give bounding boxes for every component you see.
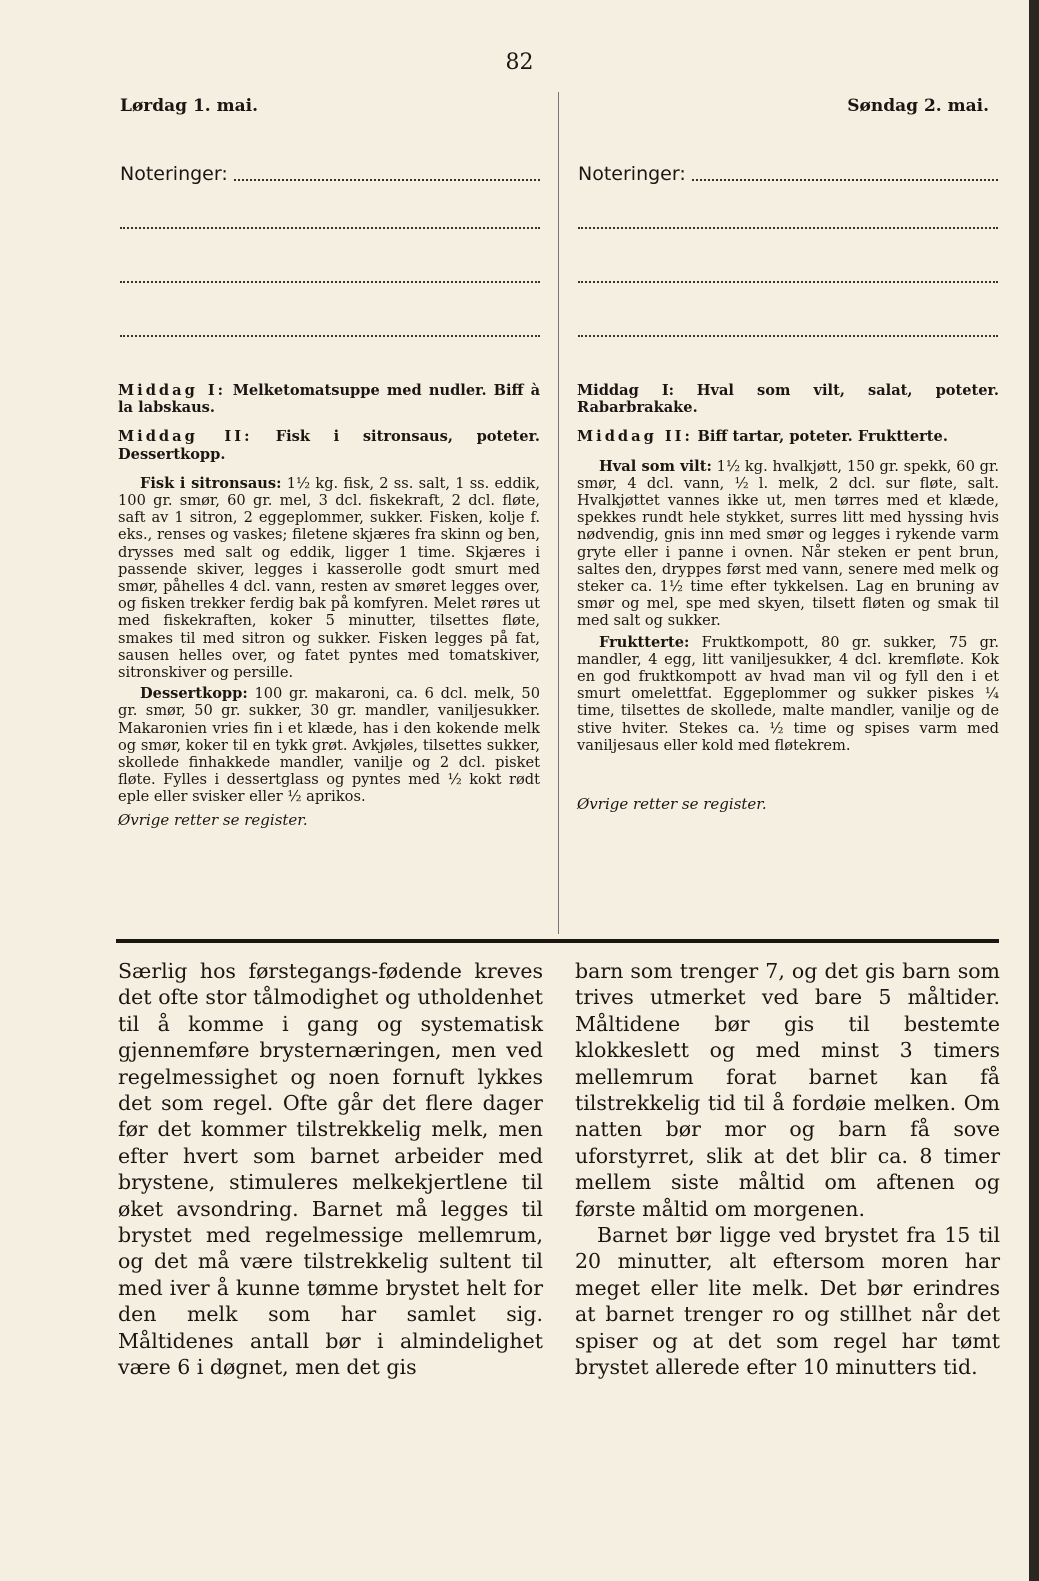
left-notes	[120, 163, 540, 337]
middag-2-label: Middag II:	[577, 428, 693, 446]
right-day-title: Søndag 2. mai.	[847, 96, 989, 116]
body-paragraph: Særlig hos førstegangs-fødende kreves det ofte stor tålmodighet og utholdenhet til å komme i gang og systematisk gjennemføre brysternæringen, men ved regelmessighet og noen fornuft lykkes det som regel. Ofte går det flere dager før det kommer tilstrekkelig melk, men efter hvert som barnet arbeider med brystene, stimuleres melkekjertlene til øket avsondring. Barnet må legges til brystet med regelmessige mellemrum, og det må være tilstrekkelig sultent til med iver å kunne tømme brystet helt for den melk som har samlet sig. Måltidenes antall bør i almindelighet være 6 i døgnet, men det gis	[118, 959, 543, 1380]
recipe-1	[577, 458, 999, 630]
section-rule	[116, 939, 999, 943]
recipe-2-text: Fruktkompott, 80 gr. sukker, 75 gr. mandler, 4 egg, litt vaniljesukker, 4 dcl. kremfløte. Kok en god fruktkompott av hvad man vil og fyll den i et smurt omelettfat. Eggeplommer og sukker piskes ¼ time, tilsettes de skollede, malte mandler, vanilje og de stive hviter. Stekes ca. ½ time og spises varm med vaniljesaus eller kold med fløtekrem.	[577, 633, 1000, 754]
middag-1-label: Middag I:	[577, 382, 675, 399]
left-notes-label: Noteringer:	[120, 163, 228, 185]
body-paragraph: barn som trenger 7, og det gis barn som trives utmerket ved bare 5 måltider. Måltidene bør gis til bestemte klokkeslett og med minst 3 timers mellemrum forat barnet kan få tilstrekkelig tid til å fordøie melken. Om natten bør mor og barn få sove uforstyrret, slik at det blir ca. 8 timer mellem siste måltid om aftenen og første måltid om morgenen.	[575, 959, 1000, 1221]
recipe-1	[118, 475, 540, 681]
middag-2	[118, 428, 540, 462]
recipe-1-text: 1½ kg. fisk, 2 ss. salt, 1 ss. eddik, 100 gr. smør, 60 gr. mel, 3 dcl. fiskekraft, 2 dcl. fløte, saft av 1 sitron, 2 eggeplommer, sukker. Fisken, kolje f. eks., renses og vaskes; filetene skjæres fra skinn og ben, drysses med salt og eddik, ligger 1 time. Skjæres i passende skiver, legges i kasserolle godt smurt med smør, påhelles 4 dcl. vann, resten av smøret legges over, og fisken trekker ferdig bak på komfyren. Melet røres ut med fiskekraften, koker 5 minutter, tilsettes fløte, smakes til med sitron og sukker. Fisken legges på fat, sausen helles over, og fatet pyntes med tomatskiver, sitronskiver og persille.	[118, 474, 540, 682]
notes-dotted-line	[120, 281, 540, 283]
notes-dotted-line	[578, 335, 998, 337]
notes-dotted-line	[692, 179, 998, 181]
middag-1-text: Hval som vilt, salat, poteter. Rabarbrakake.	[577, 382, 999, 417]
right-notes	[578, 163, 998, 337]
notes-dotted-line	[578, 227, 998, 229]
notes-dotted-line	[578, 281, 998, 283]
recipe-1-title: Fisk i sitronsaus:	[140, 474, 282, 492]
middag-1-text: Melketomatsuppe med nudler. Biff à la labskaus.	[118, 382, 541, 417]
middag-2	[577, 428, 999, 445]
right-notes-label: Noteringer:	[578, 163, 686, 185]
page-number: 82	[505, 50, 534, 75]
middag-2-label: Middag II:	[118, 428, 253, 446]
middag-1	[118, 382, 540, 416]
register-note: Øvrige retter se register.	[118, 810, 308, 829]
right-recipe-column	[577, 382, 999, 817]
recipe-2-title: Fruktterte:	[599, 633, 690, 651]
recipe-2	[118, 685, 540, 805]
left-day-title: Lørdag 1. mai.	[120, 96, 259, 116]
middag-2-text: Fisk i sitronsaus, poteter. Dessertkopp.	[118, 428, 541, 463]
register-note: Øvrige retter se register.	[577, 795, 767, 814]
middag-1-label: Middag I:	[118, 382, 227, 399]
left-recipe-column	[118, 382, 540, 833]
notes-dotted-line	[234, 179, 540, 181]
bottom-right-text	[575, 958, 1000, 1381]
recipe-2-text: 100 gr. makaroni, ca. 6 dcl. melk, 50 gr. smør, 50 gr. sukker, 30 gr. mandler, vaniljesukker. Makaronien vries fin i et klæde, has i den kokende melk og smør, koker til en tykk grøt. Avkjøles, tilsettes sukker, skollede finhakkede mandler, vanilje og 2 dcl. pisket fløte. Fylles i dessertglass og pyntes med ½ kokt rødt eple eller svisker eller ½ aprikos.	[118, 685, 541, 806]
recipe-1-text: 1½ kg. hvalkjøtt, 150 gr. spekk, 60 gr. smør, 4 dcl. vann, ½ l. melk, 2 dcl. sur fløte, salt. Hvalkjøttet vannes ikke ut, men tørres med et klæde, spekkes rundt hele stykket, surres litt med hyssing hvis nødvendig, gnis inn med smør og legges i rykende varm gryte eller i panne i ovnen. Når steken er pent brun, saltes den, dryppes først med vann, senere med melk og steker ca. 1½ time efter tykkelsen. Lag en bruning av smør og mel, spe med skyen, tilsett fløten og smak til med salt og sukker.	[577, 457, 1000, 630]
bottom-left-text	[118, 958, 543, 1381]
middag-2-text: Biff tartar, poteter. Fruktterte.	[697, 428, 948, 446]
body-paragraph: Barnet bør ligge ved brystet fra 15 til 20 minutter, alt eftersom moren har meget eller lite melk. Det bør erindres at barnet trenger ro og stillhet når det spiser og at det som regel har tømt brystet allerede efter 10 minutters tid.	[575, 1223, 1000, 1380]
column-divider	[558, 92, 559, 934]
middag-1	[577, 382, 999, 416]
notes-dotted-line	[120, 335, 540, 337]
notes-dotted-line	[120, 227, 540, 229]
recipe-2-title: Dessertkopp:	[140, 685, 248, 703]
page-edge-shadow	[1029, 0, 1039, 1581]
recipe-1-title: Hval som vilt:	[599, 457, 712, 475]
recipe-2	[577, 634, 999, 754]
